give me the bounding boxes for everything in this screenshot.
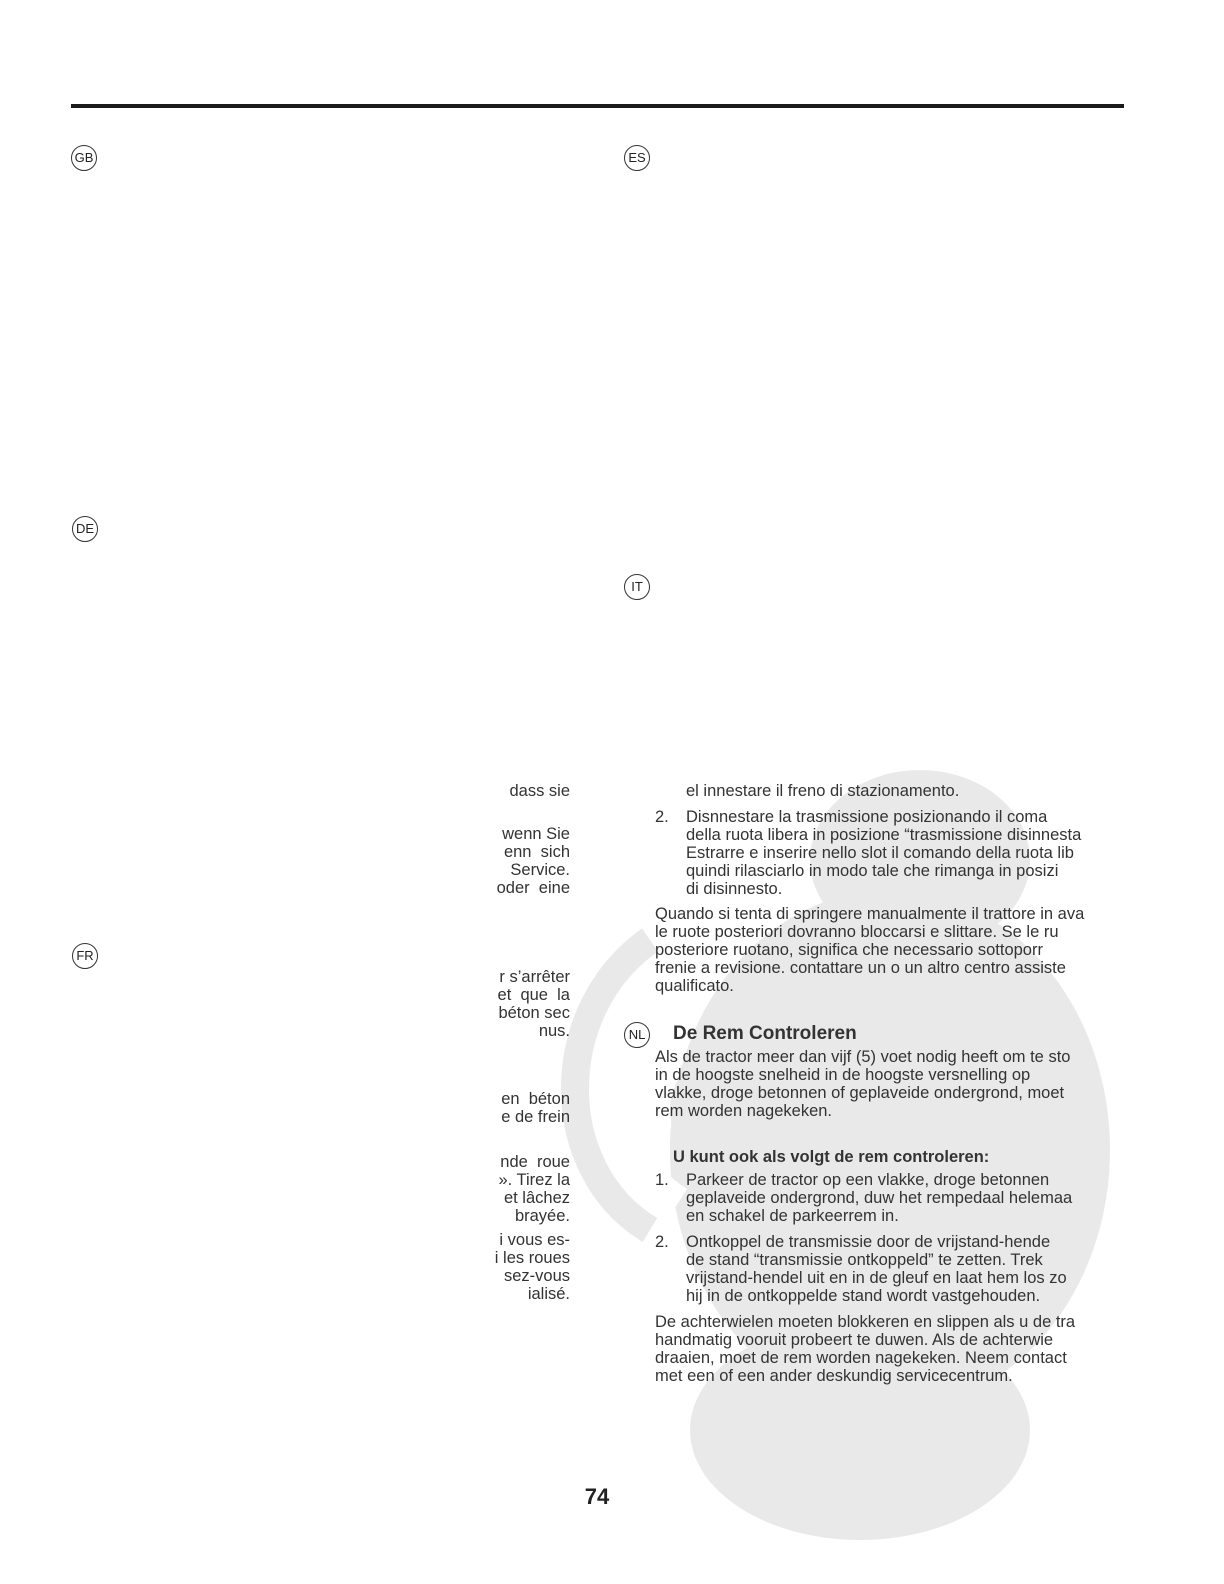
nl-item2-line: de stand “transmissie ontkoppeld” te zetten. Trek [686, 1251, 1043, 1269]
it-para-line: qualificato. [655, 977, 734, 995]
nl-item2-line: Ontkoppel de transmissie door de vrijstand-hende [686, 1233, 1051, 1251]
nl-item1-number: 1. [655, 1171, 669, 1189]
de-fragment-2: wenn Sie enn sich Service. oder eine [496, 825, 570, 897]
nl-para-line: met een of een ander deskundig servicecentrum. [655, 1367, 1013, 1385]
fr-fragment-1: r s’arrêter et que la béton sec nus. [497, 968, 570, 1040]
nl-section-heading: De Rem Controleren [673, 1023, 857, 1044]
it-item2-line: di disinnesto. [686, 880, 783, 898]
it-item2-line: della ruota libera in posizione “trasmissione disinnesta [686, 826, 1082, 844]
lang-badge-de: DE [72, 516, 98, 542]
page-number: 74 [584, 1484, 610, 1509]
lang-badge-es: ES [624, 145, 650, 171]
nl-item2-line: hij in de ontkoppelde stand wordt vastgehouden. [686, 1287, 1041, 1305]
nl-item1-line: Parkeer de tractor op een vlakke, droge betonnen [686, 1171, 1050, 1189]
nl-item1-line: en schakel de parkeerrem in. [686, 1207, 899, 1225]
it-para-line: le ruote posteriori dovranno bloccarsi e slittare. Se le ru [655, 923, 1059, 941]
nl-intro-line: vlakke, droge betonnen of geplaveide ondergrond, moet [655, 1084, 1065, 1102]
lang-badge-nl: NL [624, 1022, 650, 1048]
right-column [600, 760, 1120, 1420]
it-para-line: posteriore ruotano, significa che necessario sottoporr [655, 941, 1043, 959]
nl-subheading: U kunt ook als volgt de rem controleren: [673, 1148, 990, 1166]
it-item2-line: quindi rilasciarlo in modo tale che rimanga in posizi [686, 862, 1059, 880]
it-para-line: Quando si tenta di springere manualmente il trattore in ava [655, 905, 1085, 923]
fr-fragment-3: nde roue ». Tirez la et lâchez brayée. [498, 1153, 570, 1225]
nl-para-line: handmatig vooruit probeert te duwen. Als de achterwie [655, 1331, 1054, 1349]
it-item2-number: 2. [655, 808, 669, 826]
nl-para-line: De achterwielen moeten blokkeren en slippen als u de tra [655, 1313, 1076, 1331]
nl-para-line: draaien, moet de rem worden nagekeken. Neem contact [655, 1349, 1067, 1367]
lang-badge-it: IT [624, 574, 650, 600]
lang-badge-gb: GB [71, 145, 97, 171]
it-item2-line: Disnnestare la trasmissione posizionando il coma [686, 808, 1048, 826]
de-fragment-1: dass sie [509, 782, 570, 800]
lang-badge-fr: FR [72, 943, 98, 969]
nl-intro-line: in de hoogste snelheid in de hoogste versnelling op [655, 1066, 1031, 1084]
nl-item1-line: geplaveide ondergrond, duw het rempedaal helemaa [686, 1189, 1073, 1207]
it-para-line: frenie a revisione. contattare un o un altro centro assiste [655, 959, 1066, 977]
it-item2-line: Estrarre e inserire nello slot il comando della ruota lib [686, 844, 1074, 862]
header-rule [71, 104, 1124, 108]
nl-intro-line: Als de tractor meer dan vijf (5) voet nodig heeft om te sto [655, 1048, 1071, 1066]
nl-intro-line: rem worden nagekeken. [655, 1102, 833, 1120]
nl-item2-line: vrijstand-hendel uit en in de gleuf en laat hem los zo [686, 1269, 1067, 1287]
fr-fragment-4: i vous es- i les roues sez-vous ialisé. [494, 1231, 570, 1303]
fr-fragment-2: en béton e de frein [501, 1090, 570, 1126]
nl-item2-number: 2. [655, 1233, 669, 1251]
it-line-top: el innestare il freno di stazionamento. [686, 782, 960, 800]
